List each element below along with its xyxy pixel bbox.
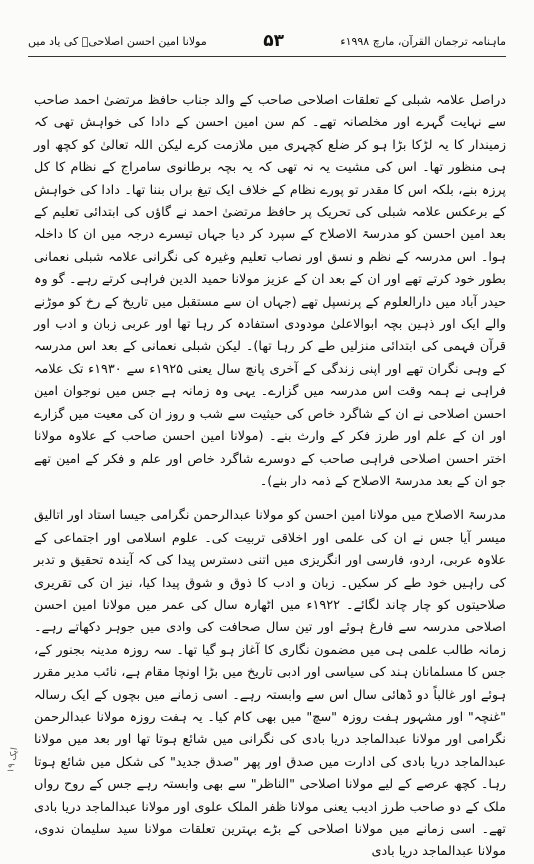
header-rule xyxy=(28,56,506,57)
running-title: مولانا امین احسن اصلاحیؒ کی یاد میں xyxy=(28,34,207,48)
handwritten-margin-note: ایک ۱۹ xyxy=(6,746,21,774)
journal-title: ماہنامہ ترجمان القرآن، مارچ ۱۹۹۸ء xyxy=(340,34,506,48)
page-header xyxy=(28,30,506,52)
paragraph: دراصل علامہ شبلی کے تعلقات اصلاحی صاحب کے والد جناب حافظ مرتضیٰ احمد صاحب سے نہایت گہرے اور مخلصانہ تھے۔ کم سن امین احسن کے دادا کی خواہش تھی کہ زمیندار کا یہ لڑکا بڑا ہو کر ضلع کچہری میں ملازمت کرے لیکن اللہ تعالیٰ کو کچھ اور ہی منظور تھا۔ اس کی مشیت یہ نہ تھی کہ یہ بچہ برطانوی سامراج کے نظام کا کل پرزہ بنے، بلکہ اس کا مقدر تو پورے نظام کے خلاف ایک تیغ براں بننا تھا۔ دادا کی خواہش کے برعکس علامہ شبلی کی تحریک پر حافظ مرتضیٰ احمد نے گاؤں کی ابتدائی تعلیم کے بعد امین احسن کو مدرسۃ الاصلاح کے سپرد کر دیا جہاں تیسرے درجہ میں ان کا داخلہ ہوا۔ اس مدرسہ کے نظم و نسق اور نصاب تعلیم وغیرہ کی نگرانی علامہ شبلی نعمانی بطور خود کرتے تھے اور ان کے بعد ان کے عزیز مولانا حمید الدین فراہی کرتے رہے۔ گو وہ حیدر آباد میں دارالعلوم کے پرنسپل تھے (جہاں ان سے مستقبل میں تاریخ کے رخ کو موڑنے والے ایک اور ذہین بچہ ابوالاعلیٰ مودودی استفادہ کر رہا تھا اور عربی زبان و ادب اور قرآن فہمی کی ابتدائی منزلیں طے کر رہا تھا)۔ لیکن شبلی نعمانی کے بعد اس مدرسہ کے وہی نگران تھے اور اپنی زندگی کے آخری پانچ سال یعنی ۱۹۲۵ء سے ۱۹۳۰ء تک علامہ فراہی نے ہمہ وقت اس مدرسہ میں گزارے۔ یہی وہ زمانہ ہے جس میں نوجوان امین احسن اصلاحی نے ان کے شاگرد خاص کی حیثیت سے شب و روز ان کی معیت میں گزارے اور ان کے علم اور طرز فکر کے وارث بنے۔ (مولانا امین احسن صاحب کے علاوہ مولانا اختر احسن اصلاحی فراہی صاحب کے دوسرے شاگرد خاص اور علم و فکر کے امین تھے جو ان کے بعد مدرسۃ الاصلاح کے ذمہ دار بنے)۔ xyxy=(34,93,506,489)
article-body xyxy=(34,90,506,860)
paragraph: مدرسۃ الاصلاح میں مولانا امین احسن کو مولانا عبدالرحمن نگرامی جیسا استاد اور اتالیق میسر آیا جس نے ان کی علمی اور اخلاقی تربیت کی۔ علوم اسلامی اور اجتماعی کے علاوہ عربی، اردو، فارسی اور انگریزی میں اتنی دسترس پیدا کی کہ آیندہ تحقیق و تدبر کی راہیں خود طے کر سکیں۔ زبان و ادب کا ذوق و شوق پیدا کیا، نیز ان کی تقریری صلاحیتوں کو چار چاند لگائے۔ ۱۹۲۲ء میں اٹھارہ سال کی عمر میں مولانا امین احسن اصلاحی مدرسہ سے فارغ ہوئے اور تین سال صحافت کی وادی میں جوہر دکھاتے رہے۔ زمانہ طالب علمی ہی میں مضمون نگاری کا آغاز ہو گیا تھا۔ سہ روزہ مدینہ بجنور کے، جس کا مسلمانان ہند کی سیاسی اور ادبی تاریخ میں بڑا اونچا مقام ہے، نائب مدیر مقرر ہوئے اور غالباً دو ڈھائی سال اس سے وابستہ رہے۔ اسی زمانے میں بچوں کے ایک رسالہ "غنچہ" اور مشہور ہفت روزہ "سچ" میں بھی کام کیا۔ یہ ہفت روزہ مولانا عبدالرحمن نگرامی اور مولانا عبدالماجد دریا بادی کی نگرانی میں شائع ہوتا تھا اور بعد میں مولانا عبدالماجد دریا بادی کی ادارت میں صدق اور پھر "صدق جدید" کی شکل میں شائع ہوتا رہا۔ کچھ عرصے کے لیے مولانا اصلاحی "الناظر" سے بھی وابستہ رہے جس کے روح رواں ملک کے دو صاحب طرز ادیب یعنی مولانا ظفر الملک علوی اور مولانا عبدالماجد دریا بادی تھے۔ اسی زمانے میں مولانا اصلاحی کے بڑے بہترین تعلقات مولانا سید سلیمان ندوی، مولانا عبدالماجد دریا بادی xyxy=(34,508,506,860)
page-number: ۵۳ xyxy=(263,31,284,51)
